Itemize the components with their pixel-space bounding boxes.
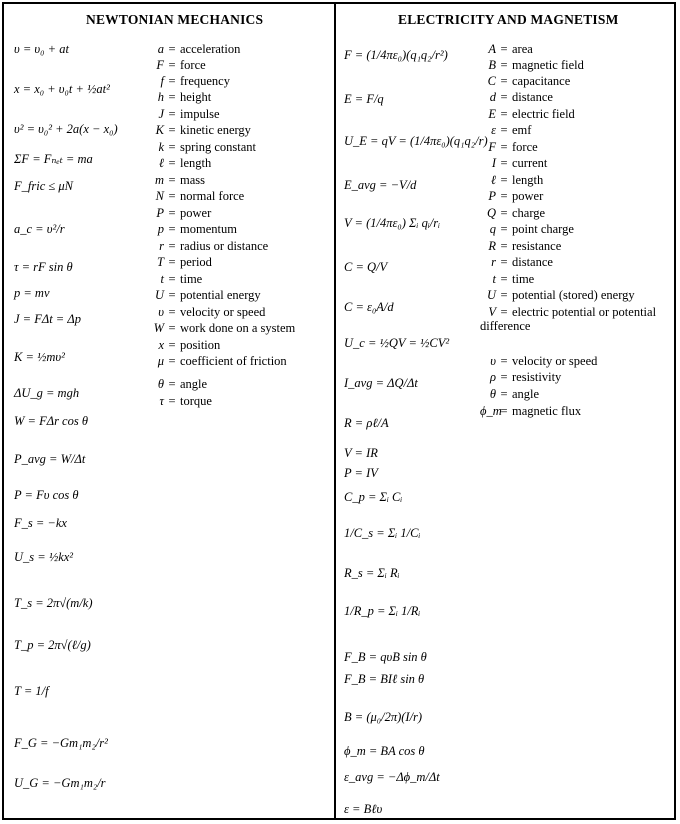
electricity-variable-row — [480, 74, 570, 88]
mechanics-variable-row — [148, 123, 251, 137]
electricity-variable-row — [480, 404, 581, 418]
equals-sign: = — [168, 338, 176, 352]
equals-sign: = — [500, 387, 508, 401]
equals-sign: = — [168, 123, 176, 137]
mechanics-equation: T = 1/f — [14, 684, 49, 698]
variable-definition: resistance — [512, 239, 562, 253]
electricity-equation: ε = Bℓυ — [344, 802, 383, 816]
variable-symbol: I — [491, 156, 496, 170]
variable-symbol: W — [153, 321, 164, 335]
variable-symbol: r — [159, 239, 164, 253]
mechanics-title: NEWTONIAN MECHANICS — [86, 12, 264, 27]
mechanics-variable-row — [148, 206, 211, 220]
variable-symbol: q — [489, 222, 496, 236]
electricity-variable-row — [480, 42, 533, 56]
variable-definition: mass — [180, 173, 205, 187]
equals-sign: = — [500, 222, 508, 236]
equals-sign: = — [500, 206, 508, 220]
electricity-variable-row — [480, 354, 597, 368]
variable-symbol: Q — [486, 206, 496, 220]
electricity-equation: R_s = Σᵢ Rᵢ — [344, 566, 400, 580]
variable-definition: torque — [180, 394, 212, 408]
equals-sign: = — [168, 354, 176, 368]
equals-sign: = — [168, 377, 176, 391]
electricity-equation: 1/R_p = Σᵢ 1/Rᵢ — [344, 604, 421, 618]
variable-symbol: f — [160, 74, 164, 88]
variable-symbol: r — [491, 255, 496, 269]
variable-symbol: p — [157, 222, 164, 236]
variable-symbol: R — [488, 239, 496, 253]
variable-definition: distance — [512, 255, 553, 269]
equals-sign: = — [500, 354, 508, 368]
equals-sign: = — [500, 140, 508, 154]
equals-sign: = — [500, 272, 508, 286]
electricity-equation: R = ρℓ/A — [344, 416, 389, 430]
mechanics-equation: υ = υ₀ + at — [14, 42, 69, 56]
variable-definition: capacitance — [512, 74, 571, 88]
equals-sign: = — [500, 42, 508, 56]
mechanics-equation: x = x₀ + υ₀t + ½at² — [14, 82, 110, 96]
electricity-variable-row — [480, 206, 545, 220]
electricity-equation: U_E = qV = (1/4πε₀)(q₁q₂/r) — [344, 134, 488, 148]
variable-symbol: B — [488, 58, 496, 72]
electricity-equation: F_B = qυB sin θ — [344, 650, 427, 664]
variable-definition: magnetic flux — [512, 404, 582, 418]
mechanics-variable-row — [148, 338, 220, 352]
variable-definition: time — [512, 272, 535, 286]
equals-sign: = — [168, 394, 176, 408]
equals-sign: = — [168, 58, 176, 72]
variable-definition: velocity or speed — [512, 354, 598, 368]
electricity-variable-row — [480, 370, 561, 384]
variable-definition: force — [180, 58, 206, 72]
electricity-equation: ϕ_m = BA cos θ — [344, 744, 425, 758]
variable-symbol: ℓ — [158, 156, 164, 170]
mechanics-equation: F_fric ≤ μN — [14, 179, 73, 193]
equals-sign: = — [168, 156, 176, 170]
equals-sign: = — [168, 239, 176, 253]
variable-definition: coefficient of friction — [180, 354, 287, 368]
equals-sign: = — [500, 404, 508, 418]
electricity-variable-row — [480, 272, 534, 286]
variable-definition: emf — [512, 123, 532, 137]
variable-definition: momentum — [180, 222, 237, 236]
mechanics-equation: F_s = −kx — [14, 516, 67, 530]
variable-symbol: t — [492, 272, 496, 286]
column-divider — [334, 4, 336, 818]
variable-symbol: K — [155, 123, 164, 137]
mechanics-variable-row — [148, 189, 244, 203]
variable-definition: power — [180, 206, 212, 220]
mechanics-equation: τ = rF sin θ — [14, 260, 73, 274]
variable-definition: spring constant — [180, 140, 257, 154]
mechanics-variable-row — [148, 58, 206, 72]
electricity-title: ELECTRICITY AND MAGNETISM — [398, 12, 619, 27]
equals-sign: = — [500, 58, 508, 72]
variable-definition: angle — [180, 377, 208, 391]
equals-sign: = — [168, 90, 176, 104]
equals-sign: = — [168, 222, 176, 236]
formula-sheet — [2, 2, 676, 820]
electricity-equation: ε_avg = −Δϕ_m/Δt — [344, 770, 440, 784]
variable-definition: point charge — [512, 222, 574, 236]
electricity-equation: P = IV — [344, 466, 378, 480]
variable-symbol: h — [157, 90, 164, 104]
equals-sign: = — [500, 288, 508, 302]
mechanics-equation: U_G = −Gm₁m₂/r — [14, 776, 106, 790]
equals-sign: = — [168, 74, 176, 88]
variable-symbol: μ — [157, 354, 164, 368]
variable-symbol: P — [156, 206, 164, 220]
variable-symbol: k — [158, 140, 164, 154]
variable-definition: charge — [512, 206, 546, 220]
variable-definition: electric potential or potential difference — [480, 305, 657, 333]
variable-symbol: m — [154, 173, 164, 187]
electricity-equation: C = ε₀A/d — [344, 300, 394, 314]
variable-symbol: F — [488, 140, 496, 154]
mechanics-variable-row — [148, 42, 240, 56]
electricity-variable-row — [480, 305, 670, 333]
equals-sign: = — [500, 189, 508, 203]
equals-sign: = — [168, 321, 176, 335]
electricity-equation: V = (1/4πε₀) Σᵢ qᵢ/rᵢ — [344, 216, 441, 230]
mechanics-equation: T_p = 2π√(ℓ/g) — [14, 638, 91, 652]
mechanics-variable-row — [148, 74, 230, 88]
electricity-equation: F = (1/4πε₀)(q₁q₂/r²) — [344, 48, 448, 62]
variable-definition: electric field — [512, 107, 575, 121]
equals-sign: = — [500, 305, 508, 319]
variable-symbol: θ — [157, 377, 164, 391]
electricity-variable-row — [480, 173, 543, 187]
variable-symbol: ϕ_m — [480, 404, 502, 418]
equals-sign: = — [168, 140, 176, 154]
electricity-variable-row — [480, 239, 561, 253]
variable-definition: impulse — [180, 107, 220, 121]
electricity-equation: U_c = ½QV = ½CV² — [344, 336, 450, 350]
mechanics-equation: ΔU_g = mgh — [14, 386, 80, 400]
mechanics-variable-row — [148, 288, 261, 302]
equals-sign: = — [168, 189, 176, 203]
electricity-variable-row — [480, 387, 539, 401]
equals-sign: = — [500, 74, 508, 88]
equals-sign: = — [500, 123, 508, 137]
variable-definition: normal force — [180, 189, 245, 203]
equals-sign: = — [500, 239, 508, 253]
variable-symbol: U — [486, 288, 496, 302]
electricity-variable-row — [480, 288, 635, 302]
electricity-variable-row — [480, 156, 547, 170]
variable-symbol: τ — [159, 394, 164, 408]
mechanics-equation: W = FΔr cos θ — [14, 414, 88, 428]
variable-definition: work done on a system — [180, 321, 296, 335]
electricity-equation: B = (μ₀/2π)(I/r) — [344, 710, 423, 724]
equals-sign: = — [168, 288, 176, 302]
mechanics-variable-row — [148, 272, 202, 286]
variable-definition: length — [512, 173, 544, 187]
variable-symbol: T — [157, 255, 164, 269]
variable-definition: potential (stored) energy — [512, 288, 635, 302]
variable-definition: resistivity — [512, 370, 562, 384]
electricity-equation: E_avg = −V/d — [344, 178, 417, 192]
mechanics-variable-row — [148, 90, 211, 104]
variable-symbol: υ — [490, 354, 496, 368]
variable-symbol: C — [487, 74, 496, 88]
variable-symbol: d — [489, 90, 496, 104]
equals-sign: = — [500, 255, 508, 269]
mechanics-equation: a_c = υ²/r — [14, 222, 65, 236]
variable-definition: magnetic field — [512, 58, 584, 72]
mechanics-variable-row — [148, 255, 212, 269]
mechanics-variable-row — [148, 173, 205, 187]
equals-sign: = — [500, 156, 508, 170]
mechanics-equation: U_s = ½kx² — [14, 550, 74, 564]
variable-symbol: ℓ — [490, 173, 496, 187]
equals-sign: = — [168, 42, 176, 56]
variable-symbol: x — [158, 338, 164, 352]
variable-symbol: U — [154, 288, 164, 302]
variable-definition: radius or distance — [180, 239, 269, 253]
mechanics-variable-row — [148, 239, 268, 253]
electricity-equation: I_avg = ΔQ/Δt — [344, 376, 418, 390]
variable-symbol: ε — [491, 123, 496, 137]
equals-sign: = — [500, 90, 508, 104]
mechanics-variable-row — [148, 107, 220, 121]
electricity-equation: C = Q/V — [344, 260, 388, 274]
equals-sign: = — [168, 255, 176, 269]
variable-symbol: θ — [489, 387, 496, 401]
mechanics-equation: F_G = −Gm₁m₂/r² — [14, 736, 108, 750]
mechanics-variable-row — [148, 305, 265, 319]
mechanics-equation: P = Fυ cos θ — [14, 488, 79, 502]
variable-symbol: E — [488, 107, 496, 121]
mechanics-equation: K = ½mυ² — [14, 350, 65, 364]
variable-symbol: J — [158, 107, 164, 121]
electricity-variable-row — [480, 123, 531, 137]
variable-definition: potential energy — [180, 288, 261, 302]
equals-sign: = — [168, 272, 176, 286]
variable-symbol: t — [160, 272, 164, 286]
variable-symbol: υ — [158, 305, 164, 319]
variable-definition: kinetic energy — [180, 123, 251, 137]
mechanics-variable-row — [148, 377, 207, 391]
variable-definition: distance — [512, 90, 553, 104]
variable-definition: acceleration — [180, 42, 241, 56]
mechanics-equation: ΣF = Fₙₑₜ = ma — [14, 152, 93, 166]
electricity-equation: C_p = Σᵢ Cᵢ — [344, 490, 403, 504]
mechanics-variable-row — [148, 394, 212, 408]
electricity-equation: V = IR — [344, 446, 378, 460]
variable-symbol: ρ — [490, 370, 496, 384]
variable-symbol: A — [488, 42, 496, 56]
variable-definition: current — [512, 156, 548, 170]
equals-sign: = — [500, 107, 508, 121]
variable-definition: angle — [512, 387, 540, 401]
variable-definition: velocity or speed — [180, 305, 266, 319]
variable-symbol: a — [157, 42, 164, 56]
equals-sign: = — [168, 107, 176, 121]
variable-symbol: V — [488, 305, 496, 319]
electricity-variable-row — [480, 255, 553, 269]
variable-symbol: P — [488, 189, 496, 203]
mechanics-variable-row — [148, 140, 256, 154]
variable-symbol: N — [155, 189, 164, 203]
mechanics-variable-row — [148, 354, 287, 368]
electricity-variable-row — [480, 189, 543, 203]
electricity-variable-row — [480, 140, 538, 154]
electricity-variable-row — [480, 90, 553, 104]
electricity-equation: 1/C_s = Σᵢ 1/Cᵢ — [344, 526, 421, 540]
electricity-equation: E = F/q — [344, 92, 384, 106]
variable-definition: power — [512, 189, 544, 203]
electricity-variable-row — [480, 58, 584, 72]
equals-sign: = — [168, 173, 176, 187]
mechanics-equation: p = mv — [14, 286, 50, 300]
electricity-variable-row — [480, 107, 575, 121]
electricity-equation: F_B = BIℓ sin θ — [344, 672, 425, 686]
mechanics-variable-row — [148, 222, 237, 236]
variable-definition: height — [180, 90, 212, 104]
variable-definition: time — [180, 272, 203, 286]
equals-sign: = — [500, 173, 508, 187]
variable-definition: length — [180, 156, 212, 170]
mechanics-equation: P_avg = W/Δt — [14, 452, 86, 466]
variable-definition: position — [180, 338, 221, 352]
variable-definition: force — [512, 140, 538, 154]
mechanics-equation: J = FΔt = Δp — [14, 312, 81, 326]
equals-sign: = — [168, 206, 176, 220]
electricity-variable-row — [480, 222, 574, 236]
variable-definition: area — [512, 42, 533, 56]
mechanics-variable-row — [148, 156, 211, 170]
mechanics-equation: υ² = υ₀² + 2a(x − x₀) — [14, 122, 118, 136]
variable-symbol: F — [156, 58, 164, 72]
equals-sign: = — [168, 305, 176, 319]
mechanics-variable-row — [148, 321, 295, 335]
mechanics-equation: T_s = 2π√(m/k) — [14, 596, 93, 610]
equals-sign: = — [500, 370, 508, 384]
variable-definition: period — [180, 255, 212, 269]
variable-definition: frequency — [180, 74, 230, 88]
